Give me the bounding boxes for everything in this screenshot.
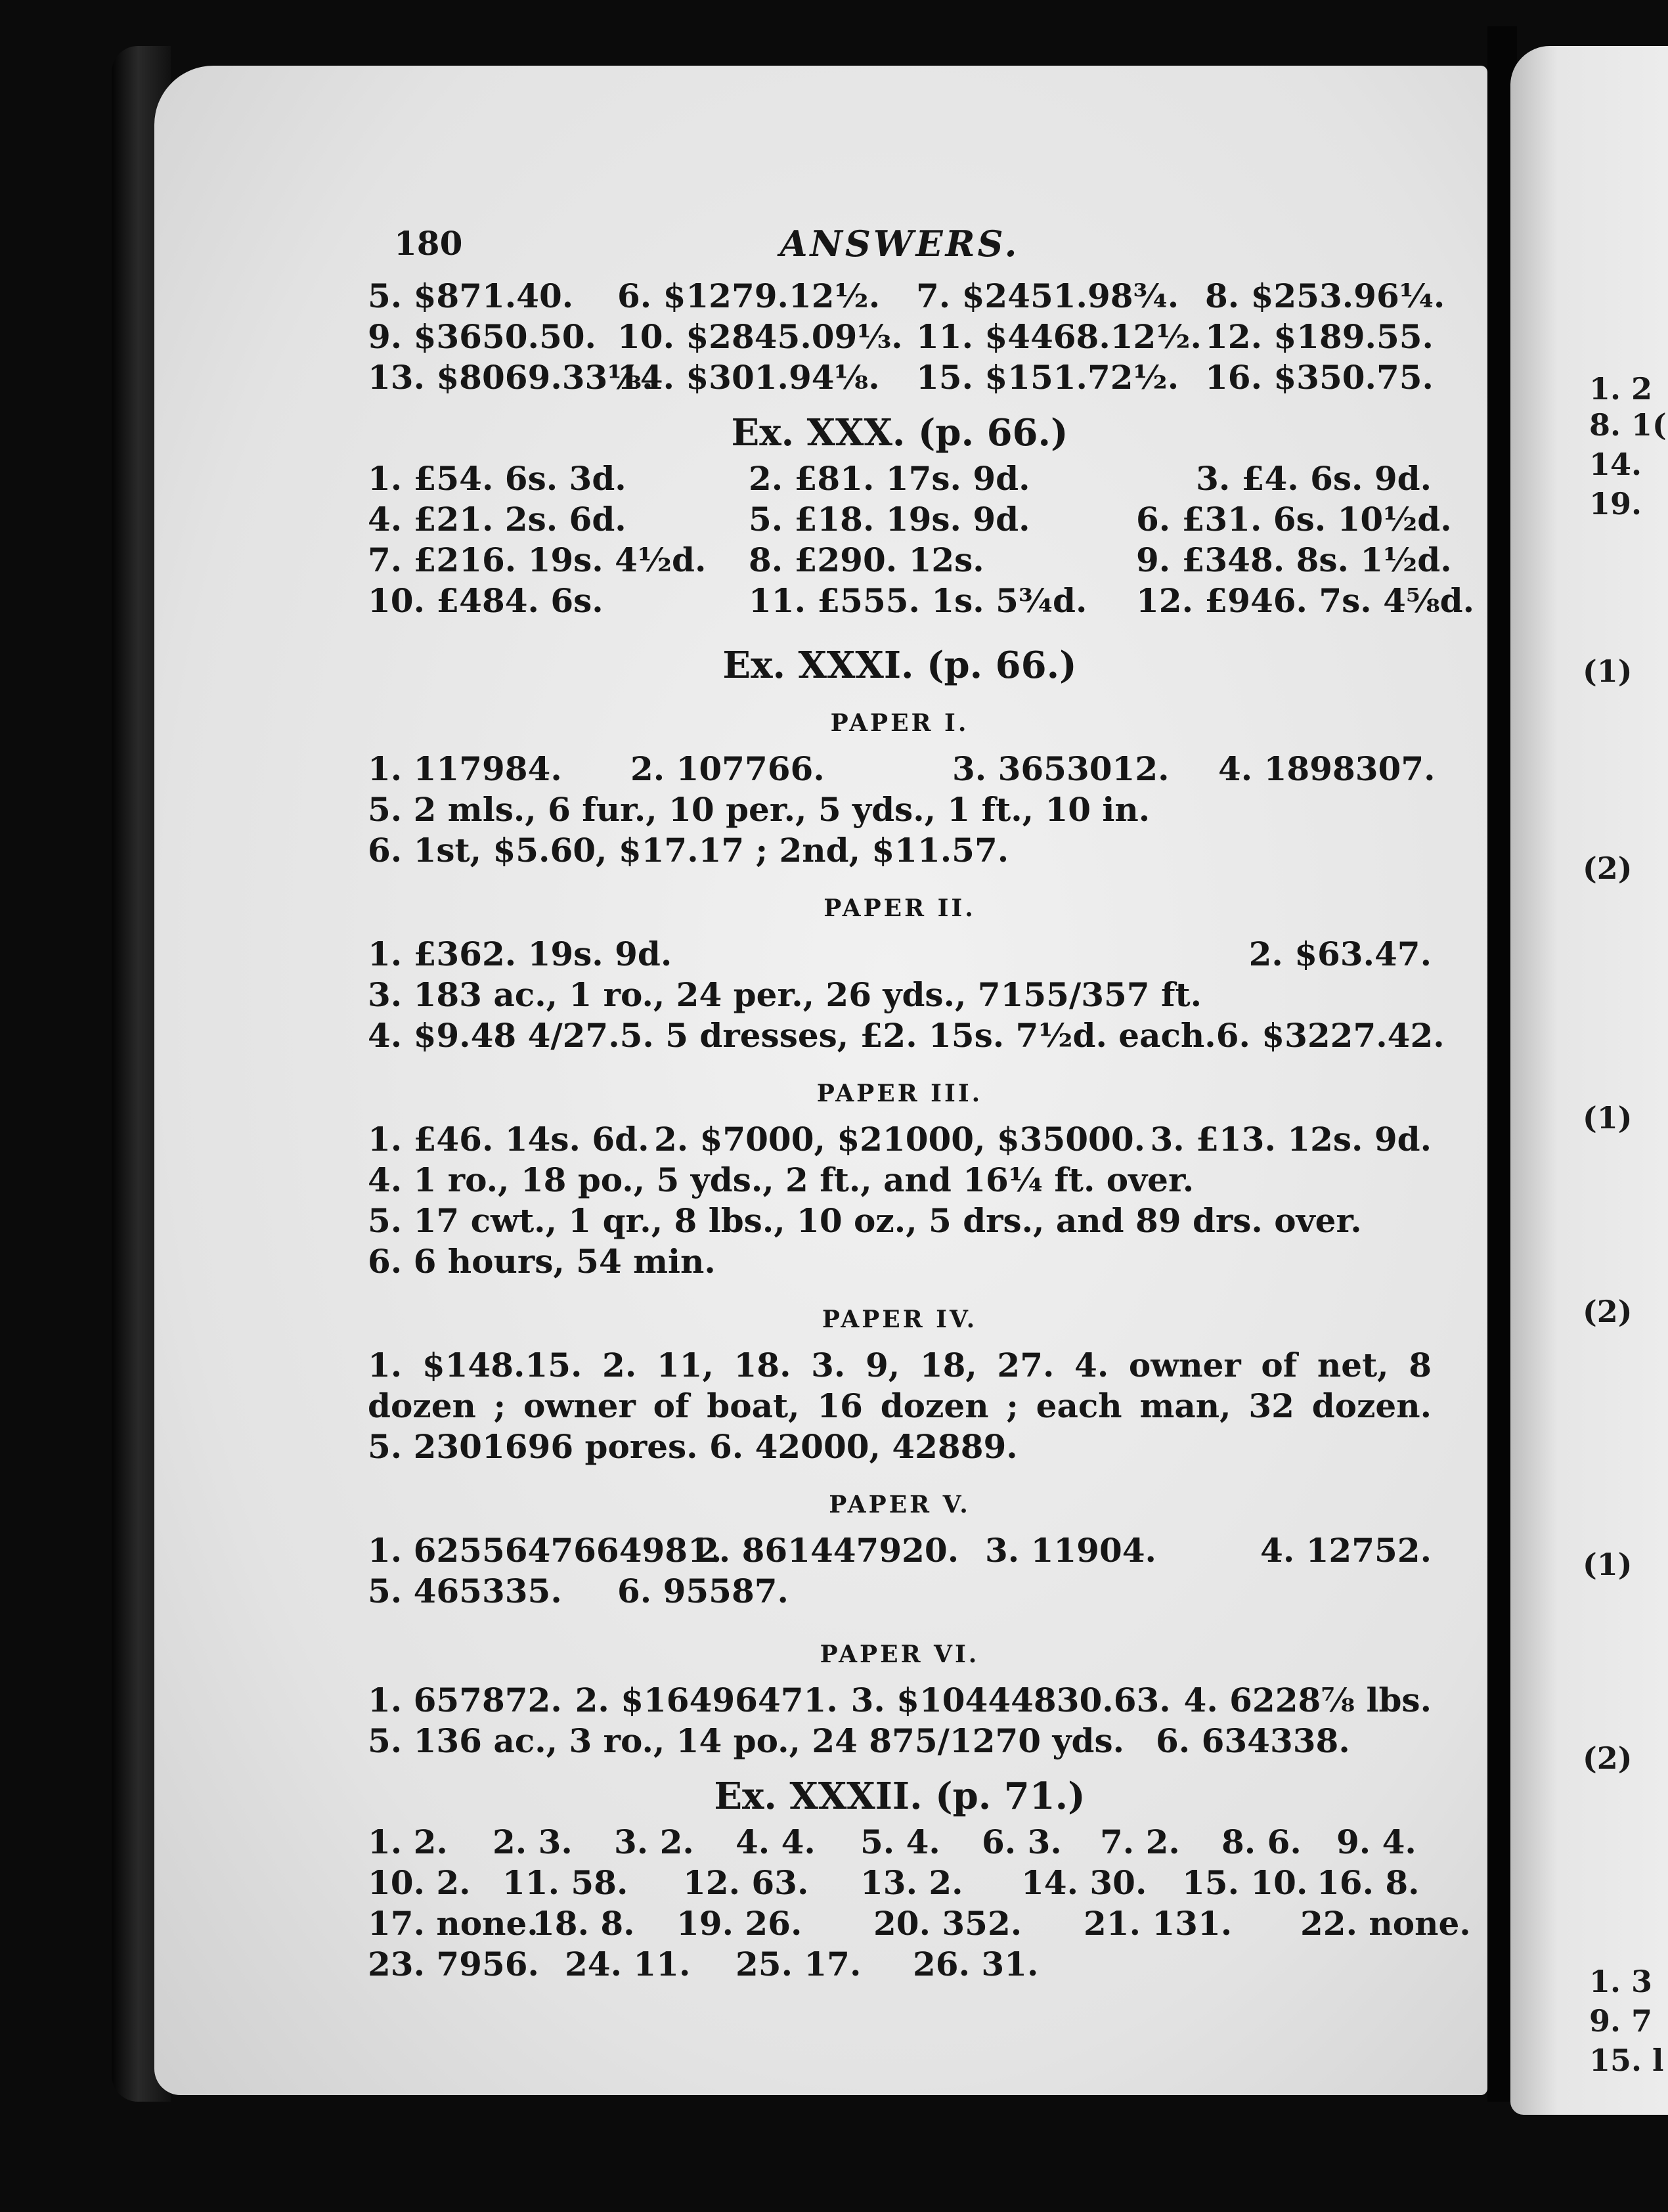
answer: 6. 95587. [617,1572,789,1610]
answer: 12. $189.55. [1205,317,1434,356]
answer: 4. $9.48 4/27. [368,1016,620,1055]
facing-mark: (1) [1583,653,1633,689]
answer: 21. 131. [1084,1904,1233,1943]
answer: 4. £21. 2s. 6d. [368,500,626,539]
answer: 24. 11. [565,1945,691,1983]
answer: 25. 17. [735,1945,862,1983]
facing-line: 8. 1( [1589,407,1667,443]
answer: 5. £18. 19s. 9d. [749,500,1030,539]
answer: 8. 6. [1221,1823,1302,1861]
facing-mark: (2) [1583,851,1633,886]
answer: 19. 26. [676,1904,802,1943]
answer: 1. 2. [368,1823,448,1861]
running-head: ANSWERS. [779,223,1020,265]
answer-row [368,1721,1432,1761]
answer: 3. £13. 12s. 9d. [1150,1120,1432,1159]
answer: 4. 12752. [1260,1531,1432,1570]
facing-page [1510,46,1668,2115]
answer: 2. $16496471. [575,1681,838,1719]
answer: 7. £216. 19s. 4½d. [368,541,707,579]
answer: 10. £484. 6s. [368,581,604,620]
answer-row [368,1944,1432,1985]
answer: 3. 11904. [985,1531,1156,1570]
answer: 3. £4. 6s. 9d. [1196,459,1432,498]
answer-row [368,540,1452,581]
answer: 7. $2451.98¾. [916,276,1179,315]
answer: 9. 4. [1336,1823,1416,1861]
facing-mark: (1) [1583,1547,1633,1582]
answer-row [368,581,1475,621]
answer-row [368,1530,1432,1571]
answer: 11. $4468.12½. [916,317,1202,356]
facing-line: 1. 2 [1589,371,1653,407]
answer-row [368,1822,1432,1863]
answer: 6. 634338. [1156,1721,1350,1760]
answer: 10. 2. [368,1863,471,1902]
facing-line: 9. 7 [1589,2003,1653,2039]
answer: 12. £946. 7s. 4⅝d. [1136,581,1475,620]
answer: 2. 107766. [630,749,825,788]
answer: 13. 2. [860,1863,963,1902]
answer-line: 5. 2301696 pores. 6. 42000, 42889. [368,1427,1018,1466]
answer: 3. $10444830.63. [850,1681,1171,1719]
answer: 12. 63. [683,1863,809,1902]
exercise-heading: Ex. XXXI. (p. 66.) [722,644,1077,687]
answer: 13. $8069.33⅓. [368,358,653,397]
paper-heading: PAPER IV. [822,1306,978,1333]
answer-row [368,1863,1432,1903]
answer: 15. $151.72½. [916,358,1179,397]
page-number: 180 [394,224,463,263]
facing-line: 15. l [1589,2043,1664,2078]
answer: 5. 5 dresses, £2. 15s. 7½d. each. [619,1016,1216,1055]
answer-line: 3. 183 ac., 1 ro., 24 per., 26 yds., 7155/357 ft. [368,975,1202,1014]
answer-line: 4. 1 ro., 18 po., 5 yds., 2 ft., and 16¼ ft. over. [368,1161,1195,1199]
answer: 20. 352. [873,1904,1022,1943]
facing-mark: (2) [1583,1294,1633,1329]
answer: 5. 136 ac., 3 ro., 14 po., 24 875/1270 yds. [368,1721,1125,1760]
answer: 4. 1898307. [1218,749,1436,788]
page-header [368,223,1432,276]
answer-row [368,317,1432,357]
answer: 1. 117984. [368,749,562,788]
answer: 1. 657872. [368,1681,562,1719]
answer: 8. $253.96¼. [1205,276,1445,315]
answer-line: 5. 2 mls., 6 fur., 10 per., 5 yds., 1 ft., 10 in. [368,790,1151,829]
answer: 1. £54. 6s. 3d. [368,459,626,498]
answer: 11. 58. [502,1863,628,1902]
answer: 5. $871.40. [368,276,574,315]
answer: 6. £31. 6s. 10½d. [1136,500,1452,539]
facing-line: 19. [1589,486,1642,521]
answer-row [368,934,1432,975]
answer: 14. 30. [1021,1863,1147,1902]
answer: 3. 2. [614,1823,694,1861]
answer: 4. 6228⅞ lbs. [1183,1681,1432,1719]
facing-mark: (2) [1583,1740,1633,1776]
paper-heading: PAPER I. [830,709,969,737]
answer: 6. $3227.42. [1216,1016,1445,1055]
answer: 2. 861447920. [696,1531,959,1570]
exercise-heading: Ex. XXX. (p. 66.) [731,411,1068,454]
answer: 9. $3650.50. [368,317,596,356]
answer-row [368,1680,1432,1721]
answer-line: 6. 1st, $5.60, $17.17 ; 2nd, $11.57. [368,831,1009,870]
answer: 26. 31. [913,1945,1039,1983]
answer-row [368,1903,1471,1944]
answer: 1. 6255647664981. [368,1531,722,1570]
answer: 2. £81. 17s. 9d. [749,459,1030,498]
answer-row [368,357,1432,398]
answer: 8. £290. 12s. [749,541,984,579]
answer-row [368,458,1432,499]
facing-mark: (1) [1583,1100,1633,1136]
answer-row [368,749,1436,789]
answer: 2. $7000, $21000, $35000. [653,1120,1146,1159]
answer-row [368,1119,1432,1160]
answer-row [368,1015,1445,1056]
answer: 16. 8. [1317,1863,1420,1902]
answer: 6. $1279.12½. [617,276,881,315]
paper-heading: PAPER V. [829,1491,971,1518]
answer: 16. $350.75. [1205,358,1434,397]
answers-content [368,223,1475,1985]
answer: 6. 3. [982,1823,1062,1861]
answer: 5. 465335. [368,1572,562,1610]
answer-line: dozen ; owner of boat, 16 dozen ; each man, 32 dozen. [368,1386,1432,1425]
answer-row [368,1571,1432,1612]
answer: 2. $63.47. [1248,935,1432,973]
facing-line: 14. [1589,447,1642,482]
answer: 10. $2845.09⅓. [617,317,903,356]
answer-row [368,499,1452,540]
paper-heading: PAPER III. [816,1080,983,1107]
answer: 4. 4. [735,1823,816,1861]
facing-line: 1. 3 [1589,1964,1653,1999]
answer: 22. none. [1300,1904,1471,1943]
answer-line: 6. 6 hours, 54 min. [368,1242,716,1281]
paper-heading: PAPER II. [823,895,976,922]
answer: 1. £362. 19s. 9d. [368,935,672,973]
answer: 18. 8. [532,1904,635,1943]
answer: 1. £46. 14s. 6d. [368,1120,649,1159]
answer-line: 1. $148.15. 2. 11, 18. 3. 9, 18, 27. 4. owner of net, 8 [368,1346,1432,1384]
answer: 14. $301.94⅛. [617,358,880,397]
exercise-heading: Ex. XXXII. (p. 71.) [714,1775,1086,1818]
answer: 5. 4. [860,1823,940,1861]
answer: 2. 3. [493,1823,573,1861]
answer: 17. none. [368,1904,538,1943]
answer: 23. 7956. [368,1945,539,1983]
answer: 11. £555. 1s. 5¾d. [749,581,1087,620]
answer: 3. 3653012. [952,749,1170,788]
answer: 15. 10. [1182,1863,1308,1902]
answer-line: 5. 17 cwt., 1 qr., 8 lbs., 10 oz., 5 drs., and 89 drs. over. [368,1201,1362,1240]
paper-heading: PAPER VI. [820,1641,980,1668]
answer-row [368,276,1445,317]
answer: 9. £348. 8s. 1½d. [1136,541,1452,579]
answer: 7. 2. [1100,1823,1180,1861]
